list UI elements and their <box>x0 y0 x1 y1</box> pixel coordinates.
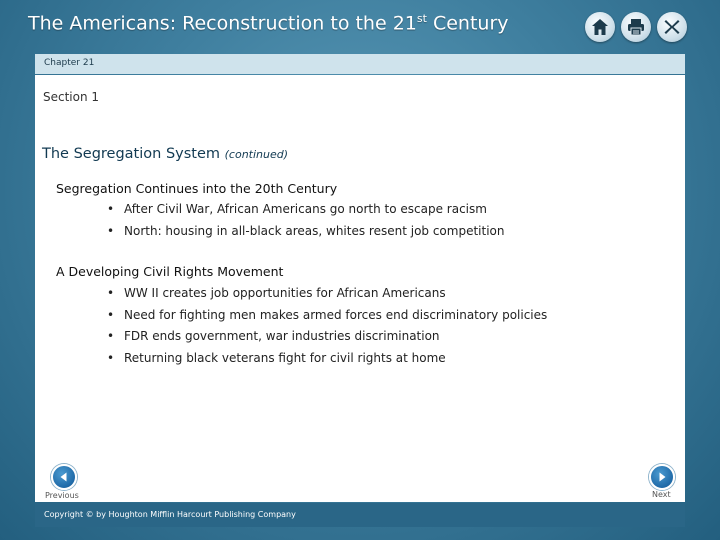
previous-button[interactable] <box>51 464 77 490</box>
slide-title <box>42 146 288 162</box>
group-heading: A Developing Civil Rights Movement <box>56 264 284 279</box>
group-heading: Segregation Continues into the 20th Century <box>56 181 338 196</box>
home-icon <box>590 17 610 37</box>
title-tail: Century <box>426 12 509 35</box>
title-main: The Americans: Reconstruction to the 21 <box>28 12 417 35</box>
slide-content <box>35 75 685 502</box>
app-title <box>28 12 509 34</box>
bullet-item: • After Civil War, African Americans go north to escape racism <box>107 199 505 221</box>
bullet-item: • FDR ends government, war industries discrimination <box>107 326 547 348</box>
bullet-item: • North: housing in all-black areas, whites resent job competition <box>107 221 505 243</box>
bullet-item: • Need for fighting men makes armed forces end discriminatory policies <box>107 305 547 327</box>
arrow-right-icon <box>656 471 668 483</box>
copyright-text: Copyright © by Houghton Mifflin Harcourt Publishing Company <box>44 510 296 519</box>
close-button[interactable] <box>657 12 687 42</box>
section-label: Section 1 <box>43 90 100 104</box>
slide-title-note: (continued) <box>224 148 289 161</box>
close-icon <box>662 17 682 37</box>
chapter-bar <box>35 54 685 74</box>
bullet-item: • Returning black veterans fight for civil rights at home <box>107 348 547 370</box>
chapter-label: Chapter 21 <box>44 58 95 68</box>
footer-bar <box>35 503 685 527</box>
print-button[interactable] <box>621 12 651 42</box>
bullet-list <box>107 283 547 369</box>
home-button[interactable] <box>585 12 615 42</box>
print-icon <box>626 17 646 37</box>
next-button[interactable] <box>649 464 675 490</box>
bullet-item: • WW II creates job opportunities for African Americans <box>107 283 547 305</box>
bullet-list <box>107 199 505 242</box>
title-superscript: st <box>416 12 427 25</box>
slide-title-text: The Segregation System <box>42 146 221 162</box>
previous-label[interactable]: Previous <box>45 491 79 500</box>
next-label[interactable]: Next <box>652 490 671 499</box>
arrow-left-icon <box>58 471 70 483</box>
